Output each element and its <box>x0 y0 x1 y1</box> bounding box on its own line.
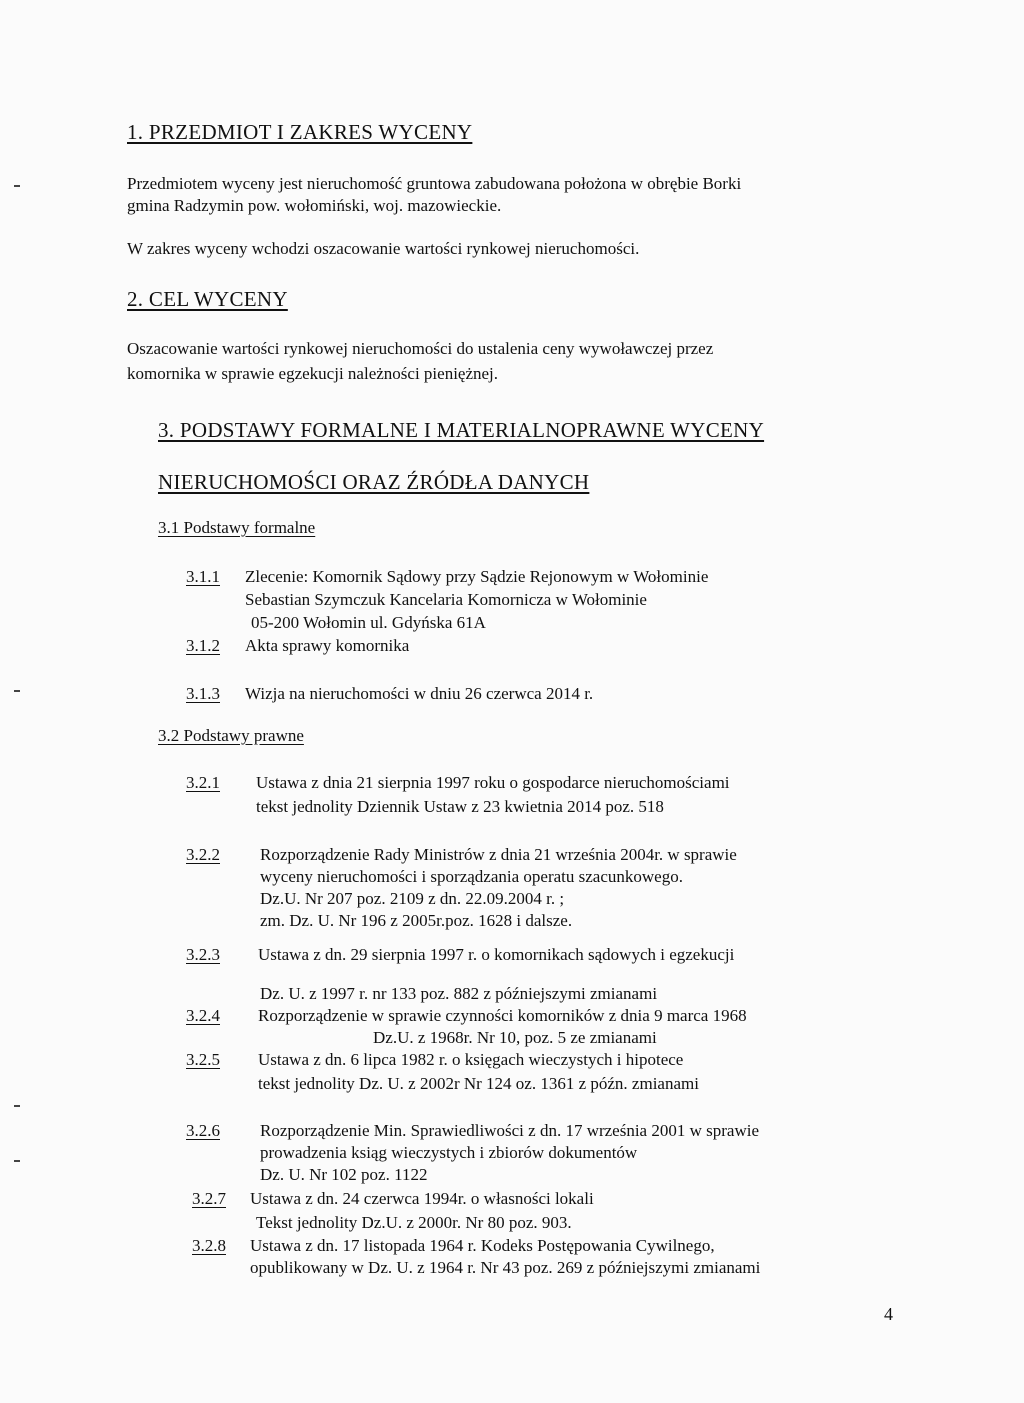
subsection-heading: 3.2 Podstawy prawne <box>158 726 304 745</box>
item-text: Dz.U. z 1968r. Nr 10, poz. 5 ze zmianami <box>373 1028 657 1047</box>
section-1-text: W zakres wyceny wchodzi oszacowanie wartości rynkowej nieruchomości. <box>127 239 640 258</box>
item-number: 3.2.5 <box>186 1050 220 1069</box>
item-text: tekst jednolity Dziennik Ustaw z 23 kwietnia 2014 poz. 518 <box>256 797 664 816</box>
item-number: 3.2.6 <box>186 1121 220 1140</box>
item-text: Ustawa z dn. 6 lipca 1982 r. o księgach wieczystych i hipotece <box>258 1050 684 1069</box>
section-1-text: Przedmiotem wyceny jest nieruchomość gruntowa zabudowana położona w obrębie Borki <box>127 174 742 193</box>
scan-mark <box>14 1105 20 1107</box>
item-text: Ustawa z dnia 21 sierpnia 1997 roku o gospodarce nieruchomościami <box>256 773 730 792</box>
item-text: Dz.U. Nr 207 poz. 2109 z dn. 22.09.2004 r. ; <box>260 889 565 908</box>
item-text: Tekst jednolity Dz.U. z 2000r. Nr 80 poz. 903. <box>256 1213 572 1232</box>
item-text: Rozporządzenie Rady Ministrów z dnia 21 września 2004r. w sprawie <box>260 845 737 864</box>
page-number: 4 <box>884 1304 893 1324</box>
item-text: zm. Dz. U. Nr 196 z 2005r.poz. 1628 i dalsze. <box>260 911 573 930</box>
item-number: 3.2.4 <box>186 1006 220 1025</box>
item-text: Wizja na nieruchomości w dniu 26 czerwca 2014 r. <box>245 684 594 703</box>
item-text: Akta sprawy komornika <box>245 636 410 655</box>
item-number: 3.2.8 <box>192 1236 226 1255</box>
item-text: Sebastian Szymczuk Kancelaria Komornicza w Wołominie <box>245 590 647 609</box>
item-number: 3.1.1 <box>186 567 220 586</box>
section-2-heading: 2. CEL WYCENY <box>127 287 288 311</box>
item-text: Zlecenie: Komornik Sądowy przy Sądzie Rejonowym w Wołominie <box>245 567 709 586</box>
item-text: Rozporządzenie Min. Sprawiedliwości z dn. 17 września 2001 w sprawie <box>260 1121 760 1140</box>
section-1-text: gmina Radzymin pow. wołomiński, woj. mazowieckie. <box>127 196 502 215</box>
item-text: Dz. U. z 1997 r. nr 133 poz. 882 z późniejszymi zmianami <box>260 984 658 1003</box>
item-text: prowadzenia ksiąg wieczystych i zbiorów dokumentów <box>260 1143 638 1162</box>
item-text: Ustawa z dn. 17 listopada 1964 r. Kodeks Postępowania Cywilnego, <box>250 1236 715 1255</box>
section-3-heading: NIERUCHOMOŚCI ORAZ ŹRÓDŁA DANYCH <box>158 470 590 494</box>
section-2-text: Oszacowanie wartości rynkowej nieruchomości do ustalenia ceny wywoławczej przez <box>127 339 714 358</box>
item-text: Dz. U. Nr 102 poz. 1122 <box>260 1165 428 1184</box>
item-text: Rozporządzenie w sprawie czynności komorników z dnia 9 marca 1968 <box>258 1006 747 1025</box>
scan-mark <box>14 690 20 692</box>
section-2-text: komornika w sprawie egzekucji należności pieniężnej. <box>127 364 499 383</box>
scan-mark <box>14 1160 20 1162</box>
item-text: Ustawa z dn. 24 czerwca 1994r. o własności lokali <box>250 1189 594 1208</box>
item-number: 3.2.2 <box>186 845 220 864</box>
item-number: 3.2.7 <box>192 1189 226 1208</box>
scan-mark <box>14 185 20 187</box>
item-number: 3.1.3 <box>186 684 220 703</box>
item-text: tekst jednolity Dz. U. z 2002r Nr 124 oz. 1361 z późn. zmianami <box>258 1074 699 1093</box>
item-number: 3.1.2 <box>186 636 220 655</box>
item-text: opublikowany w Dz. U. z 1964 r. Nr 43 poz. 269 z późniejszymi zmianami <box>250 1258 761 1277</box>
section-3-heading: 3. PODSTAWY FORMALNE I MATERIALNOPRAWNE WYCENY <box>158 418 765 442</box>
item-number: 3.2.1 <box>186 773 220 792</box>
subsection-heading: 3.1 Podstawy formalne <box>158 518 316 537</box>
item-text: wyceny nieruchomości i sporządzania operatu szacunkowego. <box>260 867 683 886</box>
section-1-heading: 1. PRZEDMIOT I ZAKRES WYCENY <box>127 120 473 144</box>
item-text: 05-200 Wołomin ul. Gdyńska 61A <box>251 613 486 632</box>
item-text: Ustawa z dn. 29 sierpnia 1997 r. o komornikach sądowych i egzekucji <box>258 945 735 964</box>
item-number: 3.2.3 <box>186 945 220 964</box>
